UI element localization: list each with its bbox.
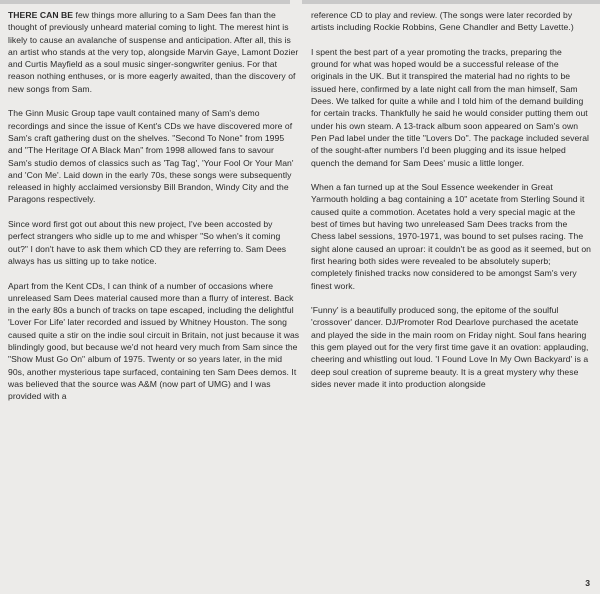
lead-in: THERE CAN BE xyxy=(8,10,74,20)
top-rule-right xyxy=(302,0,600,4)
paragraph-6: I spent the best part of a year promoting the tracks, preparing the ground for what was hoped would be a successful release of the originals in the UK. But it transpired the material had no rights to be issued here, confirmed by a late night call from the man himself, Sam Dees. We talked for quite a while and I told him of the demand building for certain tracks. Thankfully he said he would consider putting them out under his own steam. A 13-track album soon appeared on Sam's own Pen Pad label under the title "Lovers Do". The package included several of the sought-after numbers I'd been plugging and its issue helped quench the demand for Sam Dees' music a little longer. xyxy=(311,46,589,168)
paragraph-8: 'Funny' is a beautifully produced song, the epitome of the soulful 'crossover' dancer. DJ/Promoter Rod Dearlove purchased the acetate and played the side in the main room on Friday night. Soul fans hearing this gem played out for the very first time gave it an ovation: applauding, cheering and whistling out loud. 'I Found Love In My Own Backyard' is a deep soul creation of supreme beauty. It is a great mystery why these sides never made it into production alongside xyxy=(311,305,589,389)
paragraph-3: Since word first got out about this new project, I've been accosted by perfect strangers who sidle up to me and whisper "So when's it coming out?" I don't have to ask them which CD they are referring to. Sam Dees always has us sitting up to take notice. xyxy=(8,219,287,266)
top-rule-left xyxy=(0,0,290,4)
paragraph-2: The Ginn Music Group tape vault contained many of Sam's demo recordings and since the issue of Kent's CDs we have discovered more of Sam's craft gathering dust on the shelves. "Second To None" from 1995 and "The Heritage Of A Black Man" from 1998 allowed fans to savour Sam's studio demos of classics such as 'Tag Tag', 'Your Fool Or Your Man' and 'Con Me'. Laid down in the early 70s, these songs were subsequently released in highly acclaimed versionsby Bill Brandon, Windy City and the Paragons respectively. xyxy=(8,108,294,205)
right-column xyxy=(311,9,591,403)
page-number: 3 xyxy=(585,578,590,588)
paragraph-4: Apart from the Kent CDs, I can think of a number of occasions where unreleased Sam Dees material caused more than a flurry of interest. Back in the early 80s a bunch of tracks on tape escaped, including the delightful 'Lover For Life' later recorded and issued by Whitney Houston. The song caused quite a stir on the indie soul circuit in Britain, not just because it was blindingly good, but because we'd not heard very much from Sam since the "Show Must Go On" album of 1975. Twenty or so years later, in the mid 90s, another mysterious tape surfaced, containing ten Sam Dees demos. It was believed that the source was A&M (now part of UMG) and I was provided with a xyxy=(8,280,300,402)
paragraph-1 xyxy=(8,9,300,95)
left-column xyxy=(8,9,300,415)
paragraph-1-text: few things more alluring to a Sam Dees fan than the thought of previously unheard material coming to light. The merest hint is likely to cause an avalanche of suspense and anticipation. After all, this is an artist who stands at the very top, alongside Marvin Gaye, Lamont Dozier and Curtis Mayfield as a soul music singer-songwriter genius. For that reason nothing enthuses, or is more eagerly awaited, than the discovery of new songs from Sam. xyxy=(8,10,299,94)
paragraph-5: reference CD to play and review. (The songs were later recorded by artists including Rockie Robbins, Gene Chandler and Betty Lavette.) xyxy=(311,10,574,33)
paragraph-7: When a fan turned up at the Soul Essence weekender in Great Yarmouth holding a bag containing a 10" acetate from Sterling Sound it caused quite a commotion. Acetates hold a very special magic at the best of times but having two unreleased Sam Dees tracks from the Chess label sessions, 1970-1971, was bound to set pulses racing. The sight alone caused an uproar: it couldn't be as good as it seemed, but on first hearing both sides were revealed to be absolutely superb; completely finished tracks now considered to be amongst Sam's very finest work. xyxy=(311,182,591,291)
